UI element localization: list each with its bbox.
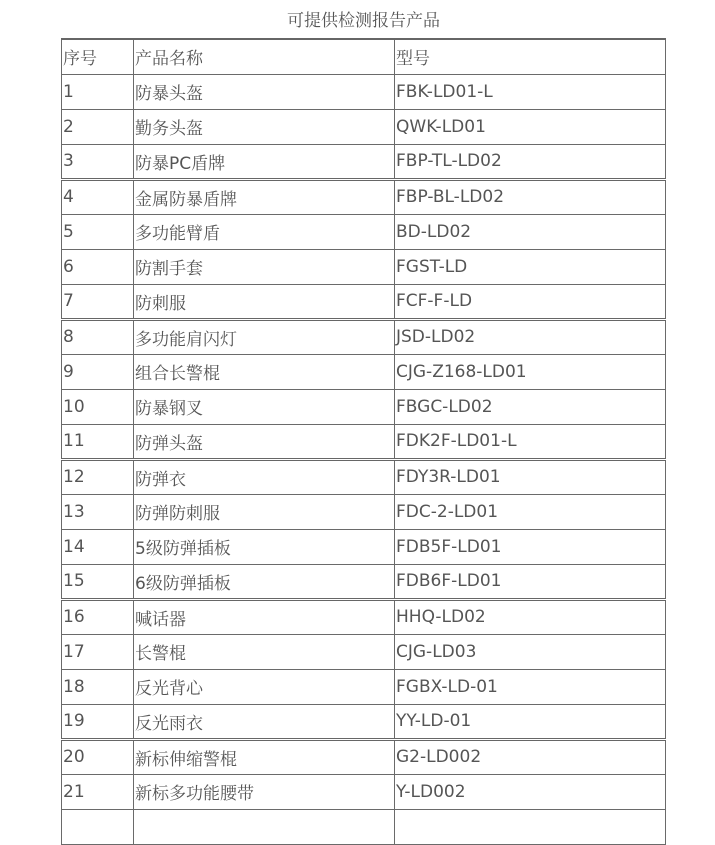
row-model — [395, 809, 666, 844]
row-model: FGST-LD — [395, 249, 666, 284]
row-model: G2-LD002 — [395, 739, 666, 774]
table-row — [62, 354, 666, 389]
row-index: 2 — [62, 109, 134, 144]
row-name: 防暴头盔 — [134, 74, 395, 109]
row-index: 12 — [62, 459, 134, 494]
table-row — [62, 529, 666, 564]
row-index: 13 — [62, 494, 134, 529]
row-name: 勤务头盔 — [134, 109, 395, 144]
row-name: 6级防弹插板 — [134, 564, 395, 599]
row-index: 15 — [62, 564, 134, 599]
row-model: QWK-LD01 — [395, 109, 666, 144]
row-model: FBGC-LD02 — [395, 389, 666, 424]
row-model: FDC-2-LD01 — [395, 494, 666, 529]
row-model: FGBX-LD-01 — [395, 669, 666, 704]
table-row — [62, 214, 666, 249]
row-name: 新标伸缩警棍 — [134, 739, 395, 774]
row-model: FBP-BL-LD02 — [395, 179, 666, 214]
row-name: 防弹头盔 — [134, 424, 395, 459]
row-name: 防割手套 — [134, 249, 395, 284]
row-index: 18 — [62, 669, 134, 704]
header-index: 序号 — [62, 39, 134, 74]
row-name: 5级防弹插板 — [134, 529, 395, 564]
row-name: 多功能臂盾 — [134, 214, 395, 249]
header-model: 型号 — [395, 39, 666, 74]
row-index: 16 — [62, 599, 134, 634]
table-row — [62, 284, 666, 319]
row-model: FDB5F-LD01 — [395, 529, 666, 564]
table-row — [62, 424, 666, 459]
row-index: 1 — [62, 74, 134, 109]
row-index: 3 — [62, 144, 134, 179]
row-index: 9 — [62, 354, 134, 389]
table-row — [62, 144, 666, 179]
table-row — [62, 599, 666, 634]
table-row — [62, 739, 666, 774]
row-name: 新标多功能腰带 — [134, 774, 395, 809]
row-index: 19 — [62, 704, 134, 739]
table-row — [62, 389, 666, 424]
row-name: 反光背心 — [134, 669, 395, 704]
row-model: FDY3R-LD01 — [395, 459, 666, 494]
row-model: CJG-Z168-LD01 — [395, 354, 666, 389]
row-name: 防暴PC盾牌 — [134, 144, 395, 179]
row-index: 11 — [62, 424, 134, 459]
row-index: 20 — [62, 739, 134, 774]
row-index: 10 — [62, 389, 134, 424]
table-row — [62, 179, 666, 214]
header-name: 产品名称 — [134, 39, 395, 74]
table-header-row — [62, 39, 666, 74]
row-name: 反光雨衣 — [134, 704, 395, 739]
table-row — [62, 774, 666, 809]
row-index: 5 — [62, 214, 134, 249]
row-name: 多功能肩闪灯 — [134, 319, 395, 354]
row-model: BD-LD02 — [395, 214, 666, 249]
table-row — [62, 704, 666, 739]
table-row — [62, 319, 666, 354]
row-name: 防弹防刺服 — [134, 494, 395, 529]
row-index — [62, 809, 134, 844]
row-index: 4 — [62, 179, 134, 214]
row-index: 7 — [62, 284, 134, 319]
table-row — [62, 74, 666, 109]
table-row — [62, 459, 666, 494]
row-model: HHQ-LD02 — [395, 599, 666, 634]
table-row — [62, 564, 666, 599]
table-row — [62, 249, 666, 284]
row-model: YY-LD-01 — [395, 704, 666, 739]
row-model: FDB6F-LD01 — [395, 564, 666, 599]
table-row — [62, 494, 666, 529]
row-name: 组合长警棍 — [134, 354, 395, 389]
row-index: 8 — [62, 319, 134, 354]
row-index: 17 — [62, 634, 134, 669]
table-row — [62, 669, 666, 704]
row-model: JSD-LD02 — [395, 319, 666, 354]
row-index: 14 — [62, 529, 134, 564]
row-name: 金属防暴盾牌 — [134, 179, 395, 214]
page-title: 可提供检测报告产品 — [287, 11, 440, 31]
row-index: 21 — [62, 774, 134, 809]
row-name: 防弹衣 — [134, 459, 395, 494]
row-model: CJG-LD03 — [395, 634, 666, 669]
row-model: FBP-TL-LD02 — [395, 144, 666, 179]
table-row — [62, 109, 666, 144]
table-row — [62, 634, 666, 669]
table-row-partial — [62, 809, 666, 844]
row-name: 喊话器 — [134, 599, 395, 634]
row-model: FCF-F-LD — [395, 284, 666, 319]
row-name — [134, 809, 395, 844]
row-index: 6 — [62, 249, 134, 284]
row-model: FDK2F-LD01-L — [395, 424, 666, 459]
row-name: 防刺服 — [134, 284, 395, 319]
row-model: Y-LD002 — [395, 774, 666, 809]
row-name: 防暴钢叉 — [134, 389, 395, 424]
row-model: FBK-LD01-L — [395, 74, 666, 109]
product-report-table — [61, 38, 666, 845]
row-name: 长警棍 — [134, 634, 395, 669]
